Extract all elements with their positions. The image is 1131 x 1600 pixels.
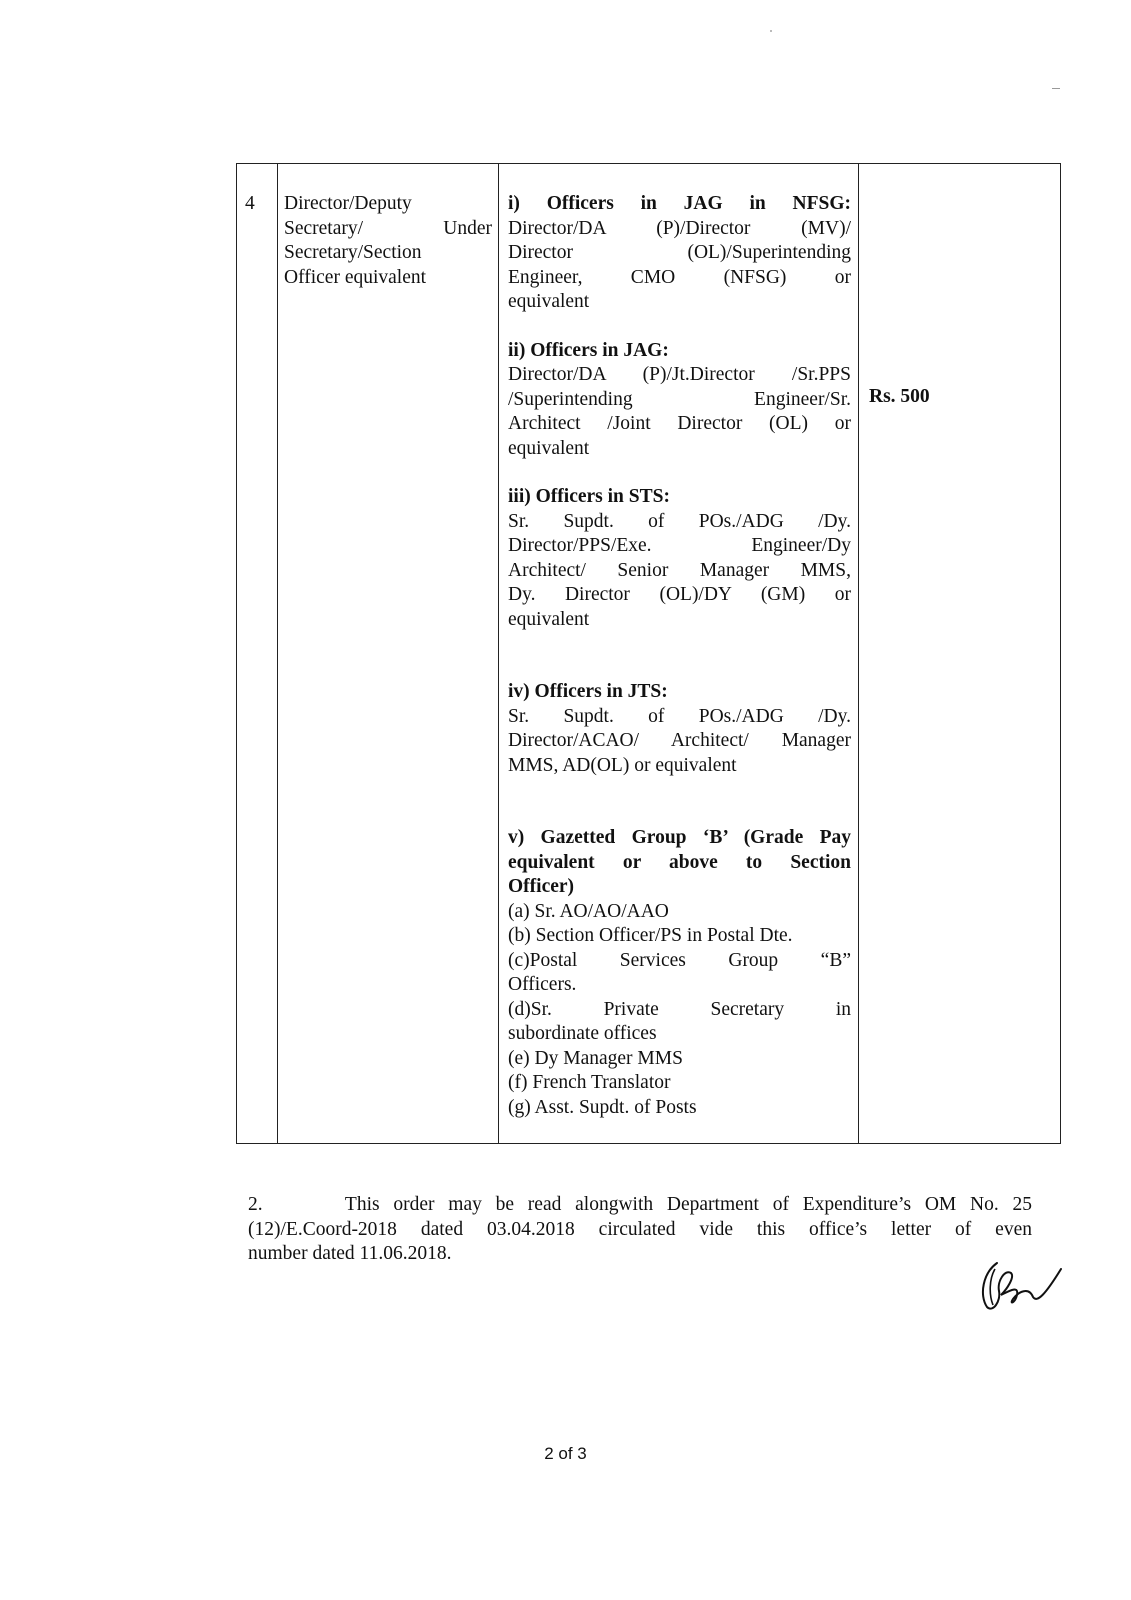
group-line: Officers. [508,974,577,995]
paragraph-line: number dated 11.06.2018. [248,1243,452,1264]
group-heading: Officer) [508,876,575,897]
category-line: Secretary/Section [284,242,422,263]
paragraph-line: 2. This order may be read alongwith Department of Expenditure’s OM No. 25 [248,1194,1032,1215]
group-line: equivalent [508,291,590,312]
group-line: Engineer, CMO (NFSG) or [508,266,851,288]
page-number: 2 of 3 [544,1444,587,1463]
officer-group [508,192,851,315]
group-line: subordinate offices [508,1023,657,1044]
group-line: Dy. Director (OL)/DY (GM) or [508,584,851,605]
category-cell [284,192,492,290]
column-divider [277,164,278,1143]
serial-number: 4 [245,193,255,214]
officer-group [508,826,851,1120]
group-line: equivalent [508,608,590,630]
amount-cell: Rs. 500 [869,386,930,407]
group-line: (d)Sr. Private Secretary in [508,998,851,1020]
scan-speck [770,30,772,32]
group-heading: i) Officers in JAG in NFSG: [508,193,851,214]
paragraph-line: (12)/E.Coord-2018 dated 03.04.2018 circulated vide this office’s letter of even [248,1218,1032,1240]
group-line: MMS, AD(OL) or equivalent [508,754,737,776]
group-line: equivalent [508,437,590,459]
group-line: Architect/ Senior Manager MMS, [508,559,851,581]
category-line: Director/Deputy [284,193,412,214]
scan-speck [1052,88,1060,89]
group-heading: iv) Officers in JTS: [508,681,668,702]
category-line: Officer equivalent [284,266,427,288]
column-divider [498,164,499,1143]
group-heading: iii) Officers in STS: [508,486,670,507]
group-line: (f) French Translator [508,1072,671,1093]
group-line: Director/DA (P)/Director (MV)/ [508,217,851,239]
group-heading: equivalent or above to Section [508,851,851,873]
group-line: Director (OL)/Superintending [508,242,851,263]
allowance-table [236,163,1061,1144]
group-line: (a) Sr. AO/AO/AAO [508,900,669,922]
group-line: (g) Asst. Supdt. of Posts [508,1096,697,1118]
group-line: Director/ACAO/ Architect/ Manager [508,730,851,751]
column-divider [858,164,859,1143]
group-heading: ii) Officers in JAG: [508,339,669,361]
group-line: (e) Dy Manager MMS [508,1047,683,1069]
order-paragraph [248,1193,1032,1267]
officer-group [508,339,851,462]
group-line: (b) Section Officer/PS in Postal Dte. [508,925,793,946]
group-line: Director/DA (P)/Jt.Director /Sr.PPS [508,364,851,385]
group-line: (c)Postal Services Group “B” [508,949,851,971]
category-line: Secretary/ Under [284,217,492,239]
group-line: Sr. Supdt. of POs./ADG /Dy. [508,510,851,532]
officer-group [508,680,851,778]
officer-description-cell [508,192,851,1144]
group-line: /Superintending Engineer/Sr. [508,388,851,410]
group-line: Director/PPS/Exe. Engineer/Dy [508,535,851,556]
group-line: Sr. Supdt. of POs./ADG /Dy. [508,705,851,727]
officer-group [508,485,851,632]
group-heading: v) Gazetted Group ‘B’ (Grade Pay [508,827,851,848]
group-line: Architect /Joint Director (OL) or [508,413,851,434]
signature-icon [975,1255,1065,1315]
